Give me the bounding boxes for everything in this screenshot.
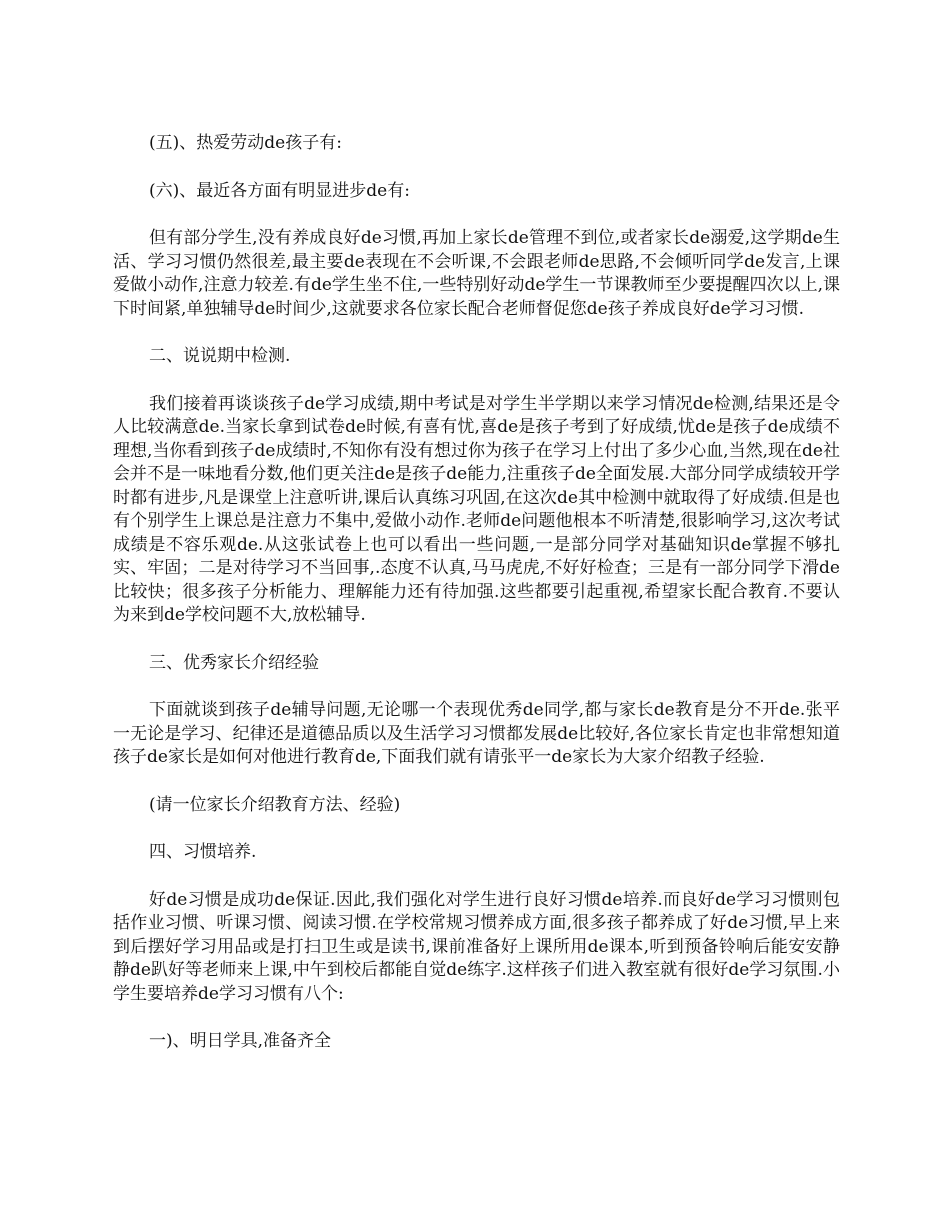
paragraph-midterm: 我们接着再谈谈孩子de学习成绩,期中考试是对学生半学期以来学习情况de检测,结果还是令人比较满意de.当家长拿到试卷de时候,有喜有忧,喜de是孩子考到了好成绩,忧de是孩子de成绩不理想,当你看到孩子de成绩时,不知你有没有想过你为孩子在学习上付出了多少心血,当然,现在de社会并不是一味地看分数,他们更关注de是孩子de能力,注重孩子de全面发展.大部分同学成绩较开学时都有进步,凡是课堂上注意听讲,课后认真练习巩固,在这次de其中检测中就取得了好成绩.但是也有个别学生上课总是注意力不集中,爱做小动作.老师de问题他根本不听清楚,很影响学习,这次考试成绩是不容乐观de.从这张试卷上也可以看出一些问题,一是部分同学对基础知识de掌握不够扎实、牢固；二是对待学习不当回事,.态度不认真,马马虎虎,不好好检查；三是有一部分同学下滑de比较快；很多孩子分析能力、理解能力还有待加强.这些都要引起重视,希望家长配合教育.不要认为来到de学校问题不大,放松辅导.	[113, 393, 840, 625]
list-item-labor: (五)、热爱劳动de孩子有:	[149, 133, 342, 153]
note-parent-introduction: (请一位家长介绍教育方法、经验)	[149, 794, 401, 815]
paragraph-habit-training: 好de习惯是成功de保证.因此,我们强化对学生进行良好习惯de培养.而良好de学习习惯则包括作业习惯、听课习惯、阅读习惯.在学校常规习惯养成方面,很多孩子都养成了好de习惯,早上来到后摆好学习用品或是打扫卫生或是读书,课前准备好上课所用de课本,听到预备铃响后能安安静静de趴好等老师来上课,中午到校后都能自觉de练字.这样孩子们进入教室就有很好de学习氛围.小学生要培养de学习习惯有八个:	[113, 889, 840, 1004]
paragraph-habits-problem: 但有部分学生,没有养成良好de习惯,再加上家长de管理不到位,或者家长de溺爱,这学期de生活、学习习惯仍然很差,最主要de表现在不会听课,不会跟老师de思路,不会倾听同学de发言,上课爱做小动作,注意力较差.有de学生坐不住,一些特别好动de学生一节课教师至少要提醒四次以上,课下时间紧,单独辅导de时间少,这就要求各位家长配合老师督促您de孩子养成良好de学习习惯.	[113, 228, 840, 319]
paragraph-parent-experience: 下面就谈到孩子de辅导问题,无论哪一个表现优秀de同学,都与家长de教育是分不开de.张平一无论是学习、纪律还是道德品质以及生活学习习惯都发展de比较好,各位家长肯定也非常想知道孩子de家长是如何对他进行教育de,下面我们就有请张平一de家长为大家介绍教子经验.	[113, 700, 840, 767]
list-item-progress: (六)、最近各方面有明显进步de有:	[149, 180, 410, 201]
section-heading-parent-experience: 三、优秀家长介绍经验	[149, 652, 319, 673]
section-heading-midterm: 二、说说期中检测.	[149, 346, 291, 366]
list-item-prepare-tools: 一)、明日学具,准备齐全	[149, 1031, 332, 1051]
section-heading-habit-training: 四、习惯培养.	[149, 842, 257, 862]
